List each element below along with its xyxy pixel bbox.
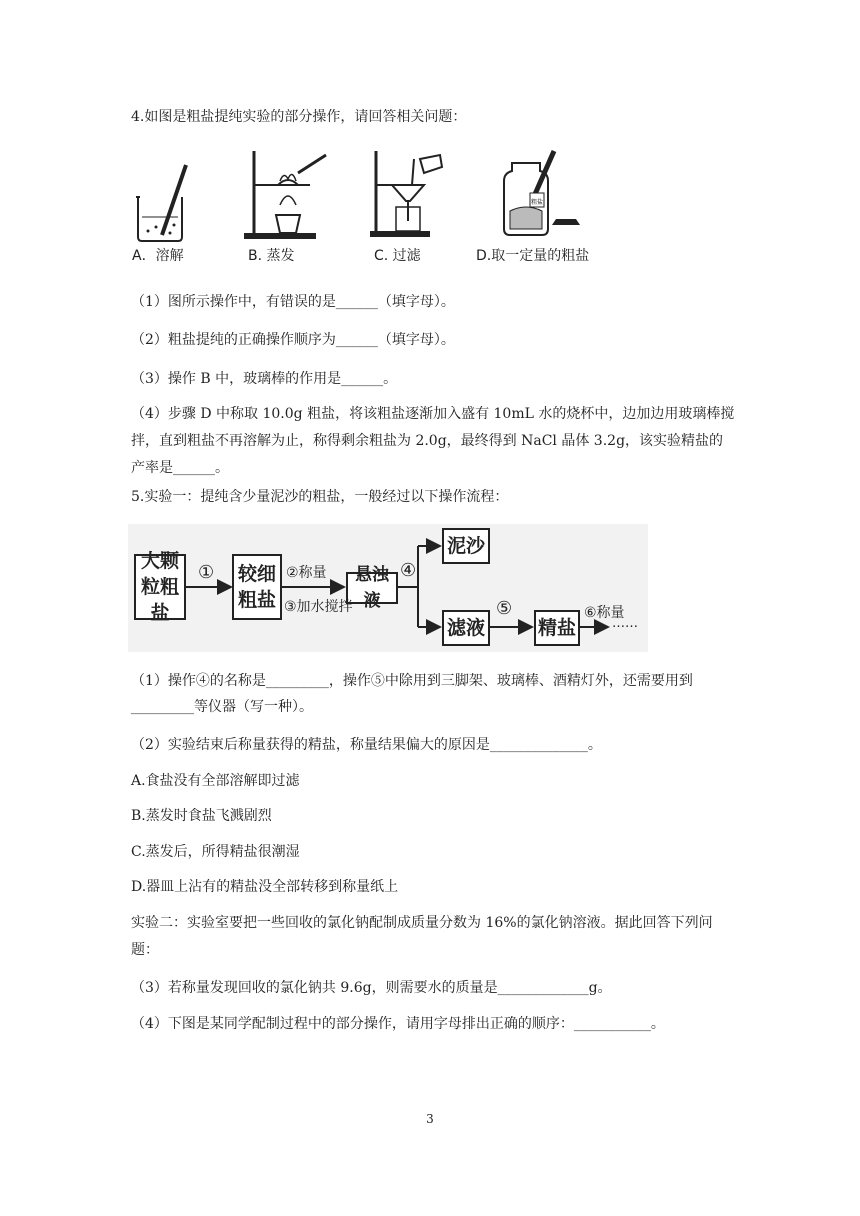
flow-box-fine-salt: 较细粗盐 — [232, 554, 282, 620]
flow-box-filtrate: 滤液 — [442, 610, 490, 646]
q4-sub4: （4）步骤 D 中称取 10.0g 粗盐，将该粗盐逐渐加入盛有 10mL 水的烧杯中，边加边用玻璃棒搅拌，直到粗盐不再溶解为止，称得剩余粗盐为 2.0g，最终得到 NaCl 晶体 3.2g，该实验精盐的产率是______。 — [131, 406, 735, 476]
reagent-jar-icon — [496, 145, 586, 245]
q4-sub2: （2）粗盐提纯的正确操作顺序为______（填字母）。 — [131, 332, 455, 348]
flow-step-4: ④ — [400, 560, 417, 581]
filtration-apparatus-icon — [368, 145, 448, 245]
flow-step-6: ⑥称量 — [584, 605, 625, 621]
caption-b: B. 蒸发 — [248, 248, 295, 264]
q4-intro: 4.如图是粗盐提纯实验的部分操作，请回答相关问题： — [131, 109, 467, 125]
q5-sub1-line1: （1）操作④的名称是_________，操作⑤中除用到三脚架、玻璃棒、酒精灯外，还需要用到 — [131, 673, 693, 689]
flow-box-refined-salt: 精盐 — [534, 610, 580, 646]
q5-sub1-line2: _________等仪器（写一种）。 — [131, 699, 313, 715]
caption-a: A．溶解 — [132, 248, 184, 264]
flow-box-suspension: 悬浊液 — [346, 572, 398, 604]
evaporation-apparatus-icon — [242, 145, 332, 245]
svg-text:粗盐: 粗盐 — [531, 199, 544, 206]
page-number: 3 — [426, 1112, 434, 1126]
flow-diagram — [128, 524, 648, 652]
flow-box-coarse-salt: 大颗粒粗盐 — [134, 554, 186, 620]
beaker-stirring-icon — [128, 145, 198, 245]
q5-option-d: D.器皿上沾有的精盐没全部转移到称量纸上 — [131, 879, 399, 895]
q5-sub4: （4）下图是某同学配制过程中的部分操作，请用字母排出正确的顺序：___________。 — [131, 1016, 665, 1032]
q5-intro: 5.实验一：提纯含少量泥沙的粗盐，一般经过以下操作流程： — [131, 489, 509, 505]
flow-step-5: ⑤ — [496, 598, 513, 619]
flow-step-1: ① — [198, 562, 215, 583]
caption-d: D.取一定量的粗盐 — [476, 248, 590, 264]
q5-experiment-2: 实验二：实验室要把一些回收的氯化钠配制成质量分数为 16%的氯化钠溶液。据此回答下列问题： — [131, 915, 713, 958]
q4-sub3: （3）操作 B 中，玻璃棒的作用是______。 — [131, 371, 398, 387]
flow-step-2: ②称量 — [286, 565, 327, 581]
flow-box-sediment: 泥沙 — [442, 528, 490, 564]
q5-sub2: （2）实验结束后称量获得的精盐，称量结果偏大的原因是______________。 — [131, 737, 602, 753]
caption-c: C. 过滤 — [374, 248, 421, 264]
flow-tail-dots: …… — [612, 616, 638, 631]
flow-step-3: ③加水搅拌 — [284, 599, 353, 615]
q5-option-b: B.蒸发时食盐飞溅剧烈 — [131, 808, 272, 824]
q5-option-c: C.蒸发后，所得精盐很潮湿 — [131, 844, 300, 860]
q4-figure — [128, 145, 608, 270]
q5-option-a: A.食盐没有全部溶解即过滤 — [131, 773, 300, 789]
q4-sub1: （1）图所示操作中，有错误的是______（填字母）。 — [131, 294, 455, 310]
q5-sub3: （3）若称量发现回收的氯化钠共 9.6g，则需要水的质量是_____________g。 — [131, 980, 612, 996]
